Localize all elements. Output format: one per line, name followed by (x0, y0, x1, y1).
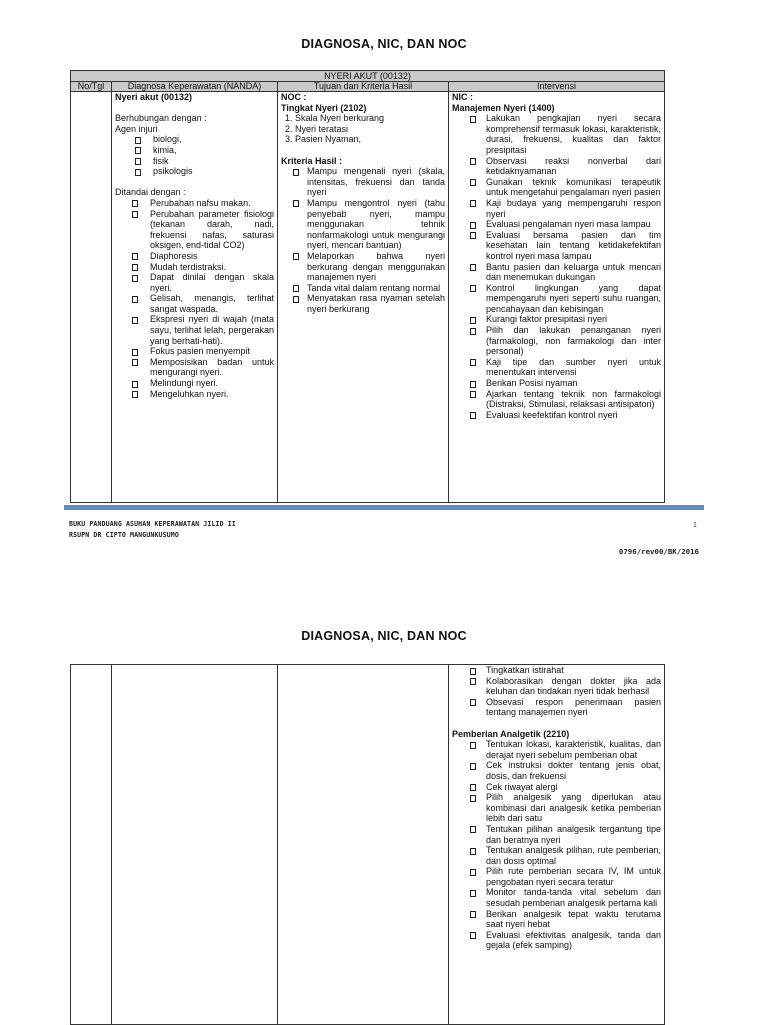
intervensi-item: Observasi reaksi nonverbal dari ketidaknyamanan (452, 156, 661, 177)
ditandai-item: Mudah terdistraksi. (115, 262, 274, 273)
footer-book-title: BUKU PANDUANG ASUHAN KEPERAWATAN JILID II (69, 520, 236, 528)
nic-label: NIC : (452, 92, 473, 102)
noc-item: 1. Skala Nyeri berkurang (295, 113, 445, 124)
nic-title: Manajemen Nyeri (1400) (452, 102, 555, 113)
nic-list (452, 113, 661, 420)
page-title: DIAGNOSA, NIC, DAN NOC (301, 629, 467, 643)
ditandai-item: Melindungi nyeri. (115, 378, 274, 389)
intervensi-item: Tingkatkan istirahat (452, 665, 661, 676)
analgetik-item: Cek instruksi dokter tentang jenis obat, dosis, dan frekuensi (452, 760, 661, 781)
analgetik-item: Berikan analgesik tepat waktu terutama saat nyeri hebat (452, 909, 661, 930)
agen-label: Agen injuri (115, 123, 158, 134)
tujuan-cell (278, 665, 449, 1025)
intervensi-cell (449, 665, 665, 1025)
analgetik-item: Pilih rute pemberian secara IV, IM untuk pengobatan nyeri secara teratur (452, 866, 661, 887)
intervensi-item: Evaluasi pengalaman nyeri masa lampau (452, 219, 661, 230)
no-tgl-cell (71, 92, 112, 503)
agen-item: psikologis (115, 166, 274, 177)
ditandai-item: Gelisah, menangis, terlihat sangat waspada. (115, 293, 274, 314)
no-tgl-cell (71, 665, 112, 1025)
intervensi-item: Kontrol lingkungan yang dapat mempengaruhi nyeri seperti suhu ruangan, pencahayaan dan kebisingan (452, 283, 661, 315)
analgetik-list (452, 739, 661, 951)
intervensi-item: Gunakan teknik komunikasi terapeutik untuk mengetahui pengalaman nyeri pasien (452, 177, 661, 198)
intervensi-item: Evaluasi bersama pasien dan tim kesehatan lain tentang ketidakefektifan kontrol nyeri masa lampau (452, 230, 661, 262)
ditandai-item: Perubahan parameter fisiologi (tekanan darah, nadi, frekuensi nafas, saturasi oksigen, end-tidal CO2) (115, 209, 274, 251)
nyeri-akut-table (70, 70, 665, 503)
intervensi-item: Ajarkan tentang teknik non farmakologi (Distraksi, Stimulasi, relaksasi antisipatori) (452, 389, 661, 410)
intervensi-item: Evaluasi keefektifan kontrol nyeri (452, 410, 661, 421)
ditandai-item: Dapat dinilai dengan skala nyeri. (115, 272, 274, 293)
intervensi-item: Obsevasi respon penerimaan pasien tentang manajemen nyeri (452, 697, 661, 718)
analgetik-item: Tentukan lokasi, karakteristik, kualitas, dan derajat nyeri sebelum pemberian obat (452, 739, 661, 760)
agen-item: kimia, (115, 145, 274, 156)
intervensi-item: Pilih dan lakukan penanganan nyeri (farmakologi, non farmakologi dan inter personal) (452, 325, 661, 357)
ditandai-item: Perubahan nafsu makan. (115, 198, 274, 209)
table-title: NYERI AKUT (00132) (71, 71, 665, 82)
kriteria-label: Kriteria Hasil : (281, 155, 343, 166)
diagnosa-cell (112, 665, 278, 1025)
intervensi-item: Kurangi faktor presipitasi nyeri (452, 314, 661, 325)
analgetik-item: Pilih analgesik yang diperlukan atau kombinasi dari analgesik ketika pemberian lebih dari satu (452, 792, 661, 824)
analgetik-title: Pemberian Analgetik (2210) (452, 728, 570, 739)
footer-book (69, 519, 236, 541)
kriteria-item: Tanda vital dalam rentang normal (281, 283, 445, 294)
intervensi-item: Berikan Posisi nyaman (452, 378, 661, 389)
ditandai-item: Ekspresi nyeri di wajah (mata sayu, terlihat lelah, pergerakan yang berhati-hati). (115, 314, 274, 346)
diagnosa-cell (112, 92, 278, 503)
noc-item: 3. Pasien Nyaman, (295, 134, 445, 145)
page-title: DIAGNOSA, NIC, DAN NOC (301, 37, 467, 51)
ditandai-item: Fokus pasien menyempit (115, 346, 274, 357)
footer-hospital: RSUPN DR CIPTO MANGUNKUSUMO (69, 531, 179, 539)
agen-list (115, 134, 274, 176)
kriteria-item: Menyatakan rasa nyaman setelah nyeri berkurang (281, 293, 445, 314)
header-intervensi: Intervensi (449, 82, 665, 92)
ditandai-item: Memposisikan badan untuk mengurangi nyeri. (115, 357, 274, 378)
analgetik-item: Cek riwayat alergi (452, 782, 661, 793)
intervensi-item: Kaji tipe dan sumber nyeri untuk menentukan intervensi (452, 357, 661, 378)
berhubungan-label: Berhubungan dengan : (115, 113, 207, 124)
kriteria-item: Melaporkan bahwa nyeri berkurang dengan menggunakan manajemen nyeri (281, 251, 445, 283)
analgetik-item: Monitor tanda-tanda vital sebelum dan sesudah pemberian analgesik pertama kali (452, 887, 661, 908)
intervensi-item: Kaji budaya yang mempengaruhi respon nyeri (452, 198, 661, 219)
noc-label: NOC : (281, 92, 307, 102)
analgetik-item: Tentukan pilihan analgesik tergantung tipe dan beratnya nyeri (452, 824, 661, 845)
ditandai-label: Ditandai dengan : (115, 187, 186, 198)
tujuan-cell (278, 92, 449, 503)
page-number: 1 (693, 522, 697, 529)
header-no-tgl: No/Tgl (71, 82, 112, 92)
document-code: 0796/rev00/BK/2016 (618, 547, 699, 556)
header-diagnosa: Diagnosa Keperawatan (NANDA) (112, 82, 278, 92)
kriteria-list (281, 166, 445, 314)
intervensi-item: Bantu pasien dan keluarga untuk mencari dan menemukan dukungan (452, 262, 661, 283)
intervensi-item: Kolaborasikan dengan dokter jika ada keluhan dan tindakan nyeri tidak berhasil (452, 676, 661, 697)
agen-item: biologi, (115, 134, 274, 145)
diagnosa-title: Nyeri akut (00132) (115, 92, 193, 102)
ditandai-item: Mengeluhkan nyeri. (115, 389, 274, 400)
intervensi-item: Lakukan pengkajian nyeri secara komprehensif termasuk lokasi, karakteristik, durasi, frekuensi, kualitas dan faktor presipitasi (452, 113, 661, 155)
analgetik-item: Tentukan analgesik pilihan, rute pemberian, dan dosis optimal (452, 845, 661, 866)
kriteria-item: Mampu mengontrol nyeri (tahu penyebab nyeri, mampu menggunakan tehnik nonfarmakologi untuk mengurangi nyeri, mencari bantuan) (281, 198, 445, 251)
noc-item: 2. Nyeri teratasi (295, 124, 445, 135)
nic-continued-list (452, 665, 661, 718)
noc-list (281, 113, 445, 145)
continuation-table (70, 664, 665, 1025)
noc-title: Tingkat Nyeri (2102) (281, 102, 367, 113)
intervensi-cell (449, 92, 665, 503)
agen-item: fisik (115, 156, 274, 167)
ditandai-item: Diaphoresis (115, 251, 274, 262)
header-tujuan: Tujuan dan Kriteria Hasil (278, 82, 449, 92)
analgetik-item: Evaluasi efektivitas analgesik, tanda dan gejala (efek samping) (452, 930, 661, 951)
footer-divider (64, 505, 704, 510)
kriteria-item: Mampu mengenali nyeri (skala, intensitas, frekuensi dan tanda nyeri (281, 166, 445, 198)
ditandai-list (115, 198, 274, 399)
